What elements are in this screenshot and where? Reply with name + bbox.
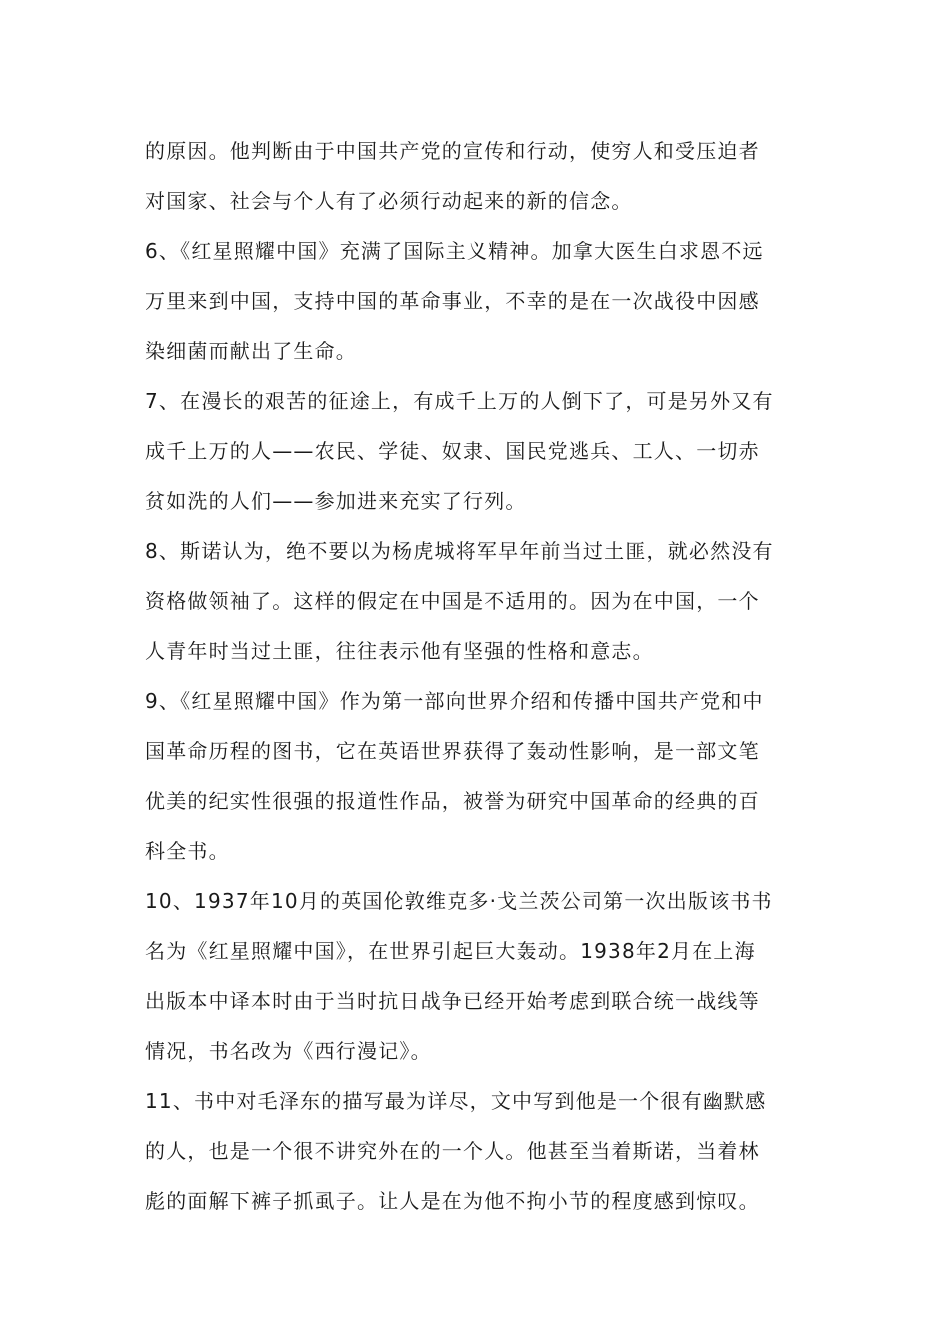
- text-line: 的人，也是一个很不讲究外在的一个人。他甚至当着斯诺，当着林: [145, 1139, 760, 1163]
- text-line: 万里来到中国，支持中国的革命事业，不幸的是在一次战役中因感: [145, 289, 760, 313]
- text-line: 贫如洗的人们——参加进来充实了行列。: [145, 489, 527, 513]
- text-line: 染细菌而献出了生命。: [145, 339, 357, 363]
- text-line: 资格做领袖了。这样的假定在中国是不适用的。因为在中国，一个: [145, 589, 760, 613]
- text-line: 10、1937年10月的英国伦敦维克多·戈兰茨公司第一次出版该书书: [145, 889, 773, 913]
- text-line: 成千上万的人——农民、学徒、奴隶、国民党逃兵、工人、一切赤: [145, 439, 760, 463]
- text-line: 6、《红星照耀中国》充满了国际主义精神。加拿大医生白求恩不远: [145, 239, 764, 263]
- text-line: 8、斯诺认为，绝不要以为杨虎城将军早年前当过土匪，就必然没有: [145, 539, 774, 563]
- text-line: 9、《红星照耀中国》作为第一部向世界介绍和传播中国共产党和中: [145, 689, 764, 713]
- text-line: 对国家、社会与个人有了必须行动起来的新的信念。: [145, 189, 633, 213]
- text-line: 人青年时当过土匪，往往表示他有坚强的性格和意志。: [145, 639, 654, 663]
- text-line: 的原因。他判断由于中国共产党的宣传和行动，使穷人和受压迫者: [145, 139, 760, 163]
- text-line: 7、在漫长的艰苦的征途上，有成千上万的人倒下了，可是另外又有: [145, 389, 774, 413]
- text-line: 出版本中译本时由于当时抗日战争已经开始考虑到联合统一战线等: [145, 989, 760, 1013]
- text-line: 11、书中对毛泽东的描写最为详尽，文中写到他是一个很有幽默感: [145, 1089, 767, 1113]
- text-line: 情况，书名改为《西行漫记》。: [145, 1039, 432, 1063]
- text-line: 国革命历程的图书，它在英语世界获得了轰动性影响，是一部文笔: [145, 739, 760, 763]
- text-line: 科全书。: [145, 839, 230, 863]
- text-line: 彪的面解下裤子抓虱子。让人是在为他不拘小节的程度感到惊叹。: [145, 1189, 760, 1213]
- text-line: 优美的纪实性很强的报道性作品，被誉为研究中国革命的经典的百: [145, 789, 760, 813]
- text-line: 名为《红星照耀中国》，在世界引起巨大轰动。1938年2月在上海: [145, 939, 756, 963]
